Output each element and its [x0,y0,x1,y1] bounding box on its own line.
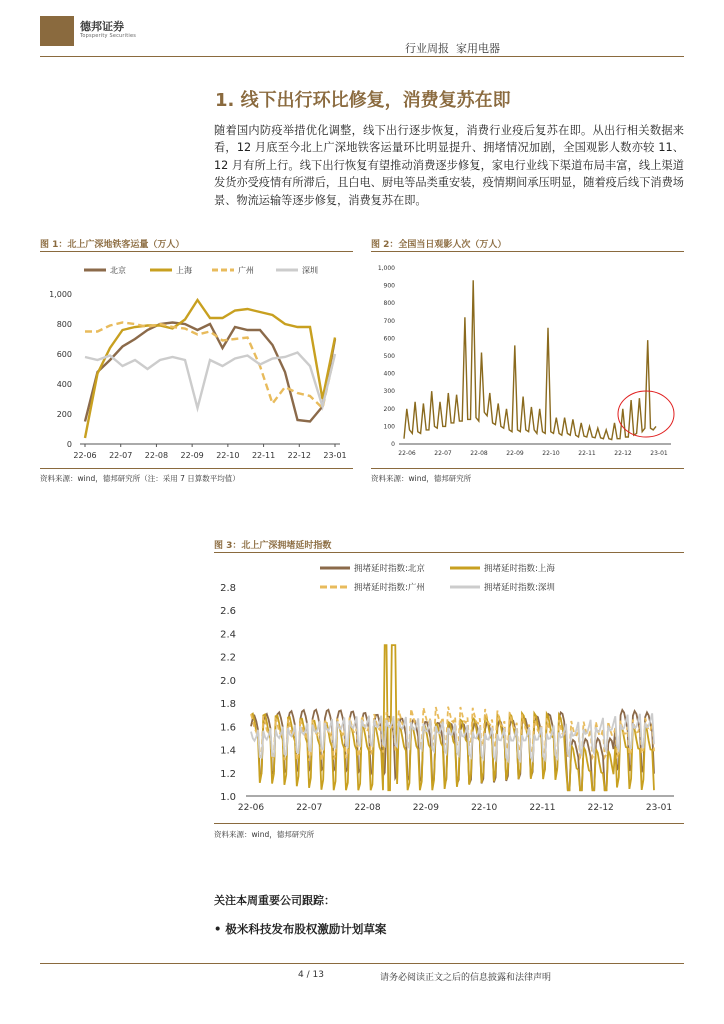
x-tick-label: 22-10 [216,451,240,460]
legend-label: 深圳 [302,266,318,275]
y-tick-label: 2.8 [220,583,236,594]
y-tick-label: 2.2 [220,652,236,664]
legend-label: 拥堵延时指数:广州 [354,583,425,593]
footer-divider [40,963,684,964]
x-tick-label: 22-07 [296,803,323,813]
fig3-chart [214,557,684,820]
x-tick-label: 22-11 [529,803,556,813]
series-line [85,353,335,409]
x-tick-label: 23-01 [650,450,668,457]
y-tick-label: 0 [66,440,72,449]
y-tick-label: 0 [391,441,395,448]
fig2-chart [371,256,684,466]
x-tick-label: 22-06 [237,803,265,813]
y-tick-label: 1,000 [377,265,395,272]
y-tick-label: 800 [56,320,72,329]
x-tick-label: 22-09 [506,450,524,457]
x-tick-label: 22-10 [542,450,560,457]
x-tick-label: 22-12 [587,803,614,813]
y-tick-label: 2.0 [220,675,236,687]
series-line [251,645,654,790]
y-tick-label: 200 [56,410,72,419]
x-tick-label: 22-10 [471,803,498,813]
section-title: 1. 线下出行环比修复，消费复苏在即 [215,90,511,111]
fig3-divider [214,552,684,553]
fig2-source: 资料来源：wind，德邦研究所 [371,474,472,483]
y-tick-label: 1.0 [220,792,236,803]
x-tick-label: 22-08 [354,803,381,813]
x-tick-label: 22-07 [434,450,452,457]
industry-name: 家用电器 [456,42,500,55]
y-tick-label: 300 [383,388,395,396]
fig3-source: 资料来源：wind，德邦研究所 [214,830,315,839]
y-tick-label: 1,000 [49,290,72,299]
y-tick-label: 1.6 [220,722,236,734]
fig1-divider [40,251,353,252]
x-tick-label: 22-07 [109,451,133,460]
y-tick-label: 700 [383,317,395,325]
series-line [85,323,335,422]
fig1-chart [40,256,353,466]
x-tick-label: 22-08 [144,451,169,460]
header-divider [40,56,684,57]
report-category [405,40,500,56]
legend-label: 拥堵延时指数:北京 [354,564,425,574]
y-tick-label: 200 [383,405,395,413]
legend-label: 北京 [110,266,126,275]
company-name-en: Topsperity Securities [80,33,137,39]
y-tick-label: 400 [56,380,72,389]
y-tick-label: 1.8 [220,699,236,711]
x-tick-label: 22-12 [614,450,632,457]
fig1-source: 资料来源：wind，德邦研究所（注：采用 7 日算数平均值） [40,474,240,483]
page-number: 4 / 13 [298,970,324,980]
fig2-bottom-divider [371,468,684,469]
legend-label: 拥堵延时指数:深圳 [484,583,555,593]
y-tick-label: 600 [56,350,72,359]
x-tick-label: 23-01 [323,451,347,460]
y-tick-label: 1.4 [220,745,236,757]
x-tick-label: 22-06 [73,451,97,460]
fig3-title: 图 3：北上广深拥堵延时指数 [214,541,332,551]
legend-label: 拥堵延时指数:上海 [484,564,555,574]
x-tick-label: 22-12 [287,451,311,460]
fig3-bottom-divider [214,823,684,824]
fig2-divider [371,251,684,252]
legend-label: 广州 [238,266,254,275]
company-name: 德邦证券 [80,20,124,33]
section-paragraph: 随着国内防疫举措优化调整，线下出行逐步恢复，消费行业疫后复苏在即。从出行相关数据来看，12 月底至今北上广深地铁客运量环比明显提升、拥堵情况加剧，全国观影人数亦较 11、12 月有所上行。线下出行恢复有望推动消费逐步修复，家电行业线下渠道布局丰富，线上渠道发货亦受疫情有所滞后，且白电、厨电等品类重安装，疫情期间承压明显，随着疫后线下消费场景、物流运输等逐步修复，消费复苏在即。 [214,124,684,207]
x-tick-label: 22-09 [180,451,204,460]
fig1-title: 图 1：北上广深地铁客运量（万人） [40,240,185,250]
y-tick-label: 500 [383,353,395,360]
y-tick-label: 100 [383,423,395,431]
y-tick-label: 2.6 [220,606,236,618]
fig1-bottom-divider [40,468,353,469]
x-tick-label: 22-11 [251,451,276,460]
y-tick-label: 2.4 [220,629,236,641]
x-tick-label: 22-11 [578,450,596,457]
x-tick-label: 23-01 [645,803,673,813]
y-tick-label: 1.2 [220,768,236,780]
focus-item: • 极米科技发布股权激励计划草案 [214,922,387,936]
fig2-title: 图 2：全国当日观影人次（万人） [371,240,507,250]
y-tick-label: 600 [383,335,395,343]
x-tick-label: 22-09 [412,803,439,813]
focus-title: 关注本周重要公司跟踪： [214,894,335,907]
x-tick-label: 22-08 [470,450,488,457]
y-tick-label: 400 [383,370,395,378]
legend-label: 上海 [176,266,192,275]
y-tick-label: 900 [383,282,395,290]
disclaimer-note: 请务必阅读正文之后的信息披露和法律声明 [380,973,552,983]
y-tick-label: 800 [383,300,395,308]
report-type: 行业周报 [405,42,449,55]
x-tick-label: 22-06 [398,450,416,457]
company-logo [40,16,74,46]
